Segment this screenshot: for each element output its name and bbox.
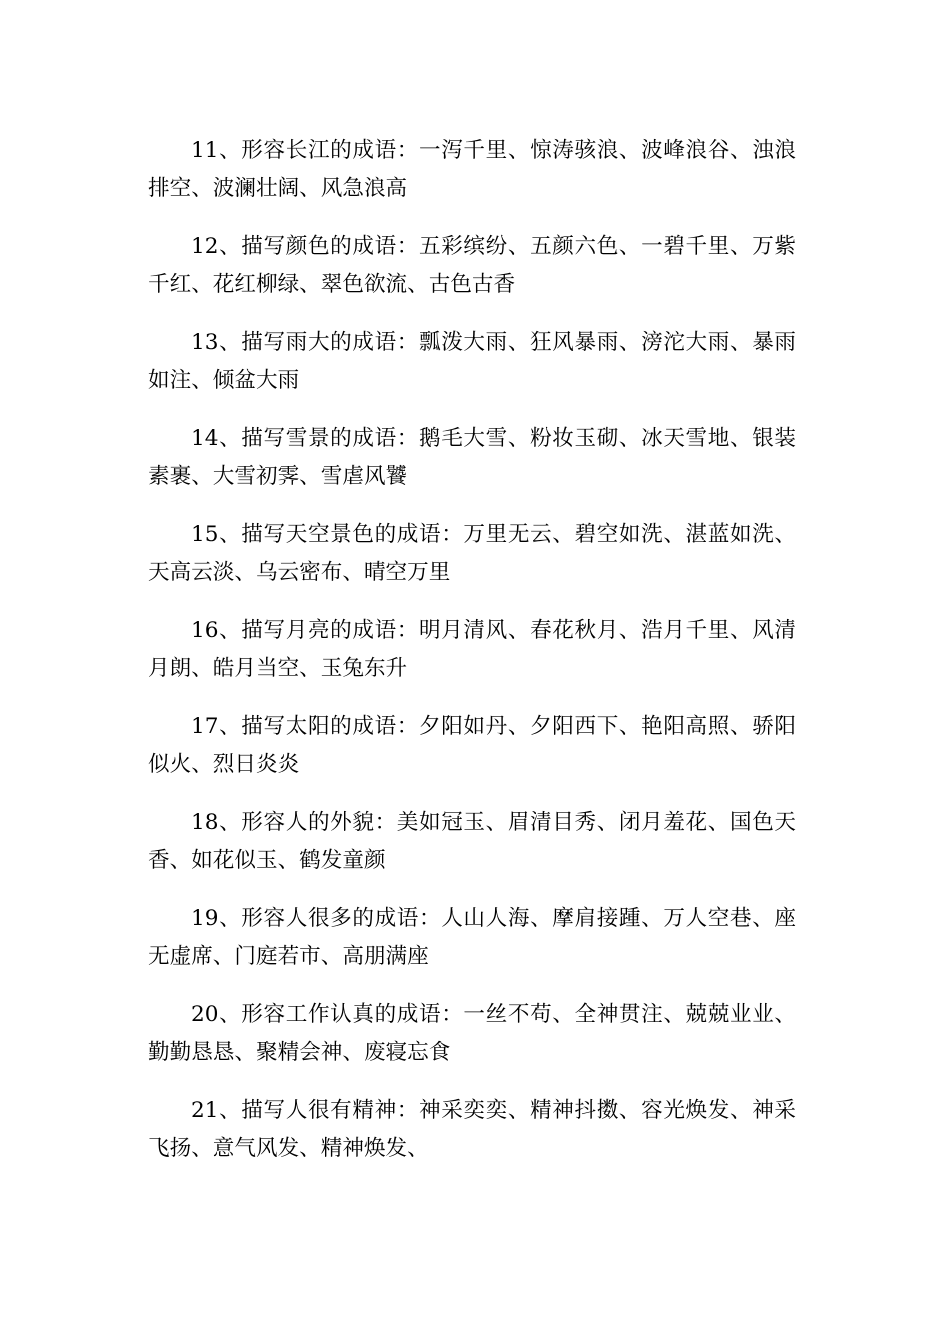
- idiom-paragraph-16: 16、描写月亮的成语：明月清风、春花秋月、浩月千里、风清月朗、皓月当空、玉兔东升: [148, 618, 796, 681]
- idiom-paragraph-14: 14、描写雪景的成语：鹅毛大雪、粉妆玉砌、冰天雪地、银装素裹、大雪初霁、雪虐风饕: [148, 426, 796, 489]
- idiom-paragraph-12: 12、描写颜色的成语：五彩缤纷、五颜六色、一碧千里、万紫千红、花红柳绿、翠色欲流、古色古香: [148, 234, 796, 297]
- idiom-list: [148, 132, 796, 1188]
- idiom-paragraph-13: 13、描写雨大的成语：瓢泼大雨、狂风暴雨、滂沱大雨、暴雨如注、倾盆大雨: [148, 330, 796, 393]
- idiom-paragraph-11: 11、形容长江的成语：一泻千里、惊涛骇浪、波峰浪谷、浊浪排空、波澜壮阔、风急浪高: [148, 138, 796, 201]
- idiom-paragraph-15: 15、描写天空景色的成语：万里无云、碧空如洗、湛蓝如洗、天高云淡、乌云密布、晴空万里: [148, 522, 796, 585]
- idiom-paragraph-20: 20、形容工作认真的成语：一丝不苟、全神贯注、兢兢业业、勤勤恳恳、聚精会神、废寝忘食: [148, 1002, 796, 1065]
- idiom-paragraph-18: 18、形容人的外貌：美如冠玉、眉清目秀、闭月羞花、国色天香、如花似玉、鹤发童颜: [148, 810, 796, 873]
- idiom-paragraph-19: 19、形容人很多的成语：人山人海、摩肩接踵、万人空巷、座无虚席、门庭若市、高朋满座: [148, 906, 796, 969]
- idiom-paragraph-21: 21、描写人很有精神：神采奕奕、精神抖擞、容光焕发、神采飞扬、意气风发、精神焕发、: [148, 1098, 796, 1161]
- idiom-paragraph-17: 17、描写太阳的成语：夕阳如丹、夕阳西下、艳阳高照、骄阳似火、烈日炎炎: [148, 714, 796, 777]
